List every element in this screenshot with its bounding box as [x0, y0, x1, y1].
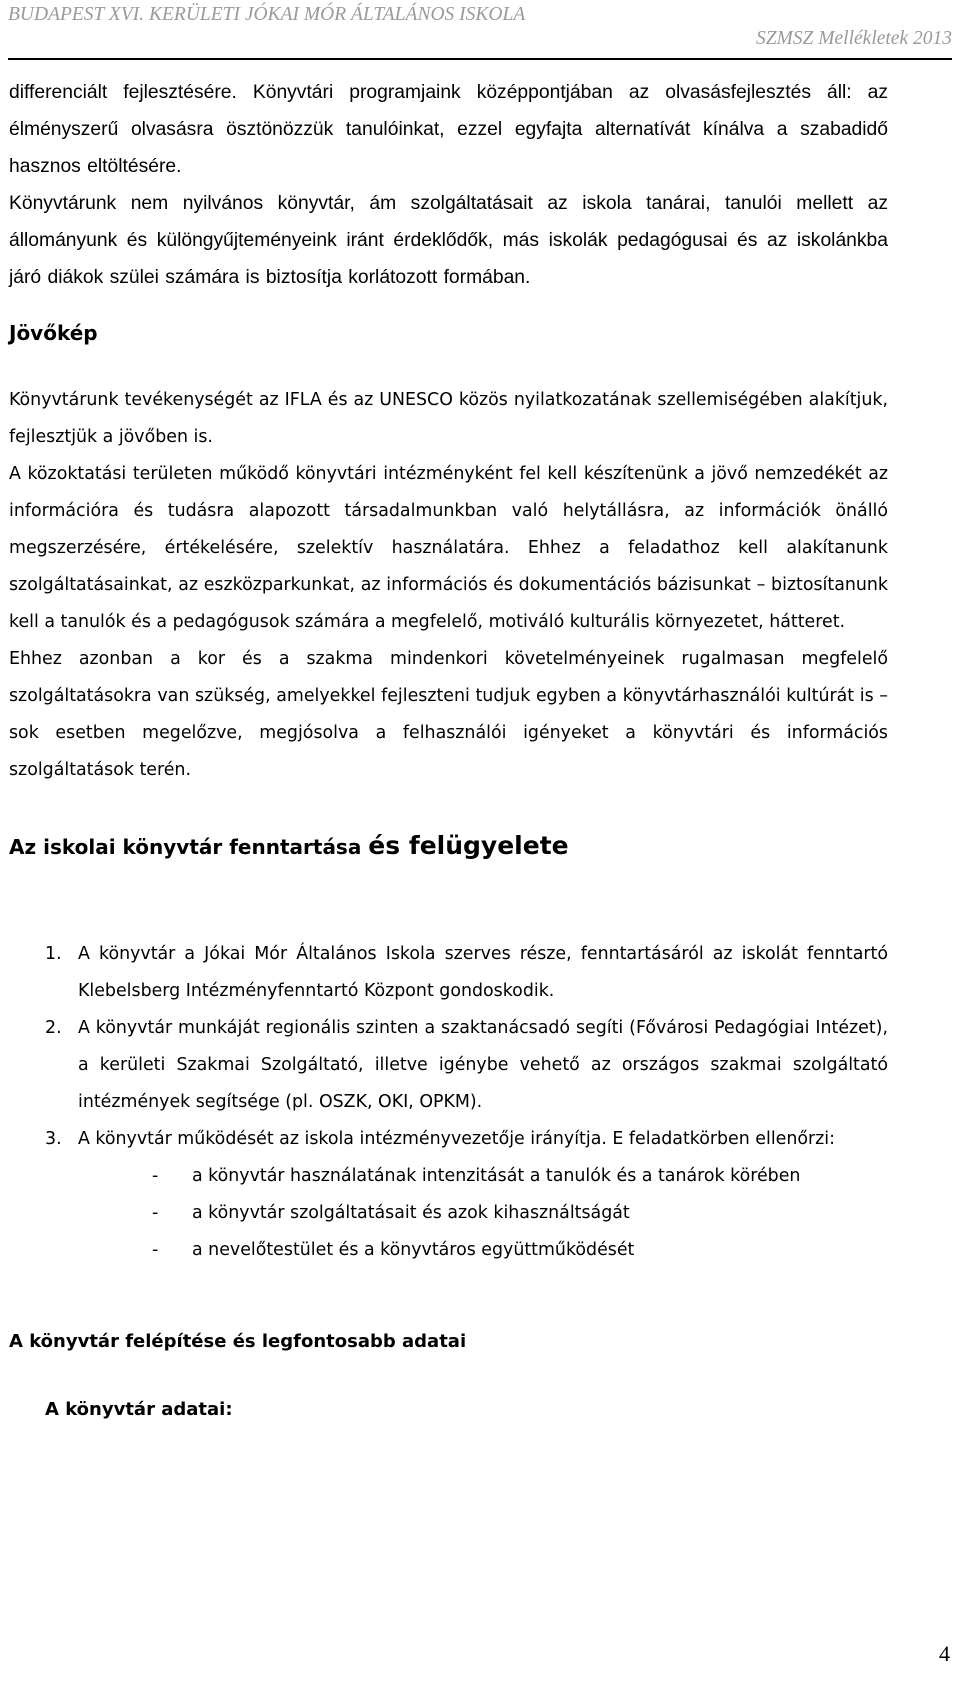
- list-item-text: A könyvtár a Jókai Mór Általános Iskola szerves része, fenntartásáról az iskolát fenntartó Klebelsberg Intézményfenntartó Központ gondoskodik.: [78, 944, 888, 1001]
- header-school-name: BUDAPEST XVI. KERÜLETI JÓKAI MÓR ÁLTALÁNOS ISKOLA: [8, 4, 526, 25]
- header-document-title: SZMSZ Mellékletek 2013: [755, 28, 952, 49]
- list-number: 2.: [45, 1018, 62, 1038]
- list-number: 1.: [45, 944, 62, 964]
- sub-list-item-text: a könyvtár szolgáltatásait és azok kihasználtságát: [192, 1203, 630, 1223]
- list-number: 3.: [45, 1129, 62, 1149]
- subsection-heading-adatai: A könyvtár adatai:: [45, 1399, 233, 1420]
- list-item-text: A könyvtár munkáját regionális szinten a szaktanácsadó segíti (Fővárosi Pedagógiai Intézet), a kerületi Szakmai Szolgáltató, illetve igénybe vehető az országos szakmai szolgáltató intézmények segítsége (pl. OSZK, OKI, OPKM).: [78, 1018, 888, 1112]
- section-heading-felepites: A könyvtár felépítése és legfontosabb adatai: [9, 1331, 467, 1352]
- jovokep-paragraph-1: Könyvtárunk tevékenységét az IFLA és az UNESCO közös nyilatkozatának szellemiségében alakítjuk, fejlesztjük a jövőben is.: [9, 390, 888, 447]
- document-body: [9, 74, 888, 1425]
- list-item: [9, 1121, 888, 1158]
- sub-list-dash: -: [152, 1203, 159, 1223]
- sub-list-item: [9, 1158, 888, 1195]
- sub-list-dash: -: [152, 1166, 159, 1186]
- fenntartas-list: [9, 936, 888, 1158]
- section-heading-fenntartas: [9, 829, 888, 864]
- list-item-text: A könyvtár működését az iskola intézményvezetője irányítja. E feladatkörben ellenőrzi:: [78, 1129, 835, 1149]
- heading-part-2: és felügyelete: [368, 831, 569, 860]
- list-item: [9, 936, 888, 1010]
- sub-list-dash: -: [152, 1240, 159, 1260]
- intro-paragraph-1: differenciált fejlesztésére. Könyvtári programjaink középpontjában az olvasásfejlesztés áll: az élményszerű olvasásra ösztönözzük tanulóinkat, ezzel egyfajta alternatívát kínálva a szabadidő hasznos eltöltésére.: [9, 82, 888, 177]
- list-item: [9, 1010, 888, 1121]
- sub-list-item: [9, 1232, 888, 1269]
- section-heading-jovokep: Jövőkép: [9, 321, 98, 345]
- jovokep-paragraph-2: A közoktatási területen működő könyvtári intézményként fel kell készítenünk a jövő nemzedékét az információra és tudásra alapozott társadalmunkban való helytállásra, az információk önálló megszerzésére, értékelésére, szelektív használatára. Ehhez a feladathoz kell alakítanunk szolgáltatásainkat, az eszközparkunkat, az információs és dokumentációs bázisunkat – biztosítanunk kell a tanulók és a pedagógusok számára a megfelelő, motiváló kulturális környezetet, hátteret.: [9, 464, 888, 632]
- page-number: 4: [939, 1641, 950, 1666]
- heading-part-1: Az iskolai könyvtár fenntartása: [9, 835, 369, 859]
- sub-list-item-text: a könyvtár használatának intenzitását a tanulók és a tanárok körében: [192, 1166, 801, 1186]
- supervision-sub-list: [9, 1158, 888, 1269]
- sub-list-item: [9, 1195, 888, 1232]
- jovokep-paragraph-3: Ehhez azonban a kor és a szakma mindenkori követelményeinek rugalmasan megfelelő szolgáltatásokra van szükség, amelyekkel fejleszteni tudjuk egyben a könyvtárhasználói kultúrát is – sok esetben megelőzve, megjósolva a felhasználói igényeket a könyvtári és információs szolgáltatások terén.: [9, 649, 888, 780]
- sub-list-item-text: a nevelőtestület és a könyvtáros együttműködését: [192, 1240, 635, 1260]
- intro-paragraph-2: Könyvtárunk nem nyilvános könyvtár, ám szolgáltatásait az iskola tanárai, tanulói mellett az állományunk és különgyűjteményeink iránt érdeklődők, más iskolák pedagógusai és az iskolánkba járó diákok szülei számára is biztosítja korlátozott formában.: [9, 193, 888, 288]
- page-header: [8, 0, 952, 60]
